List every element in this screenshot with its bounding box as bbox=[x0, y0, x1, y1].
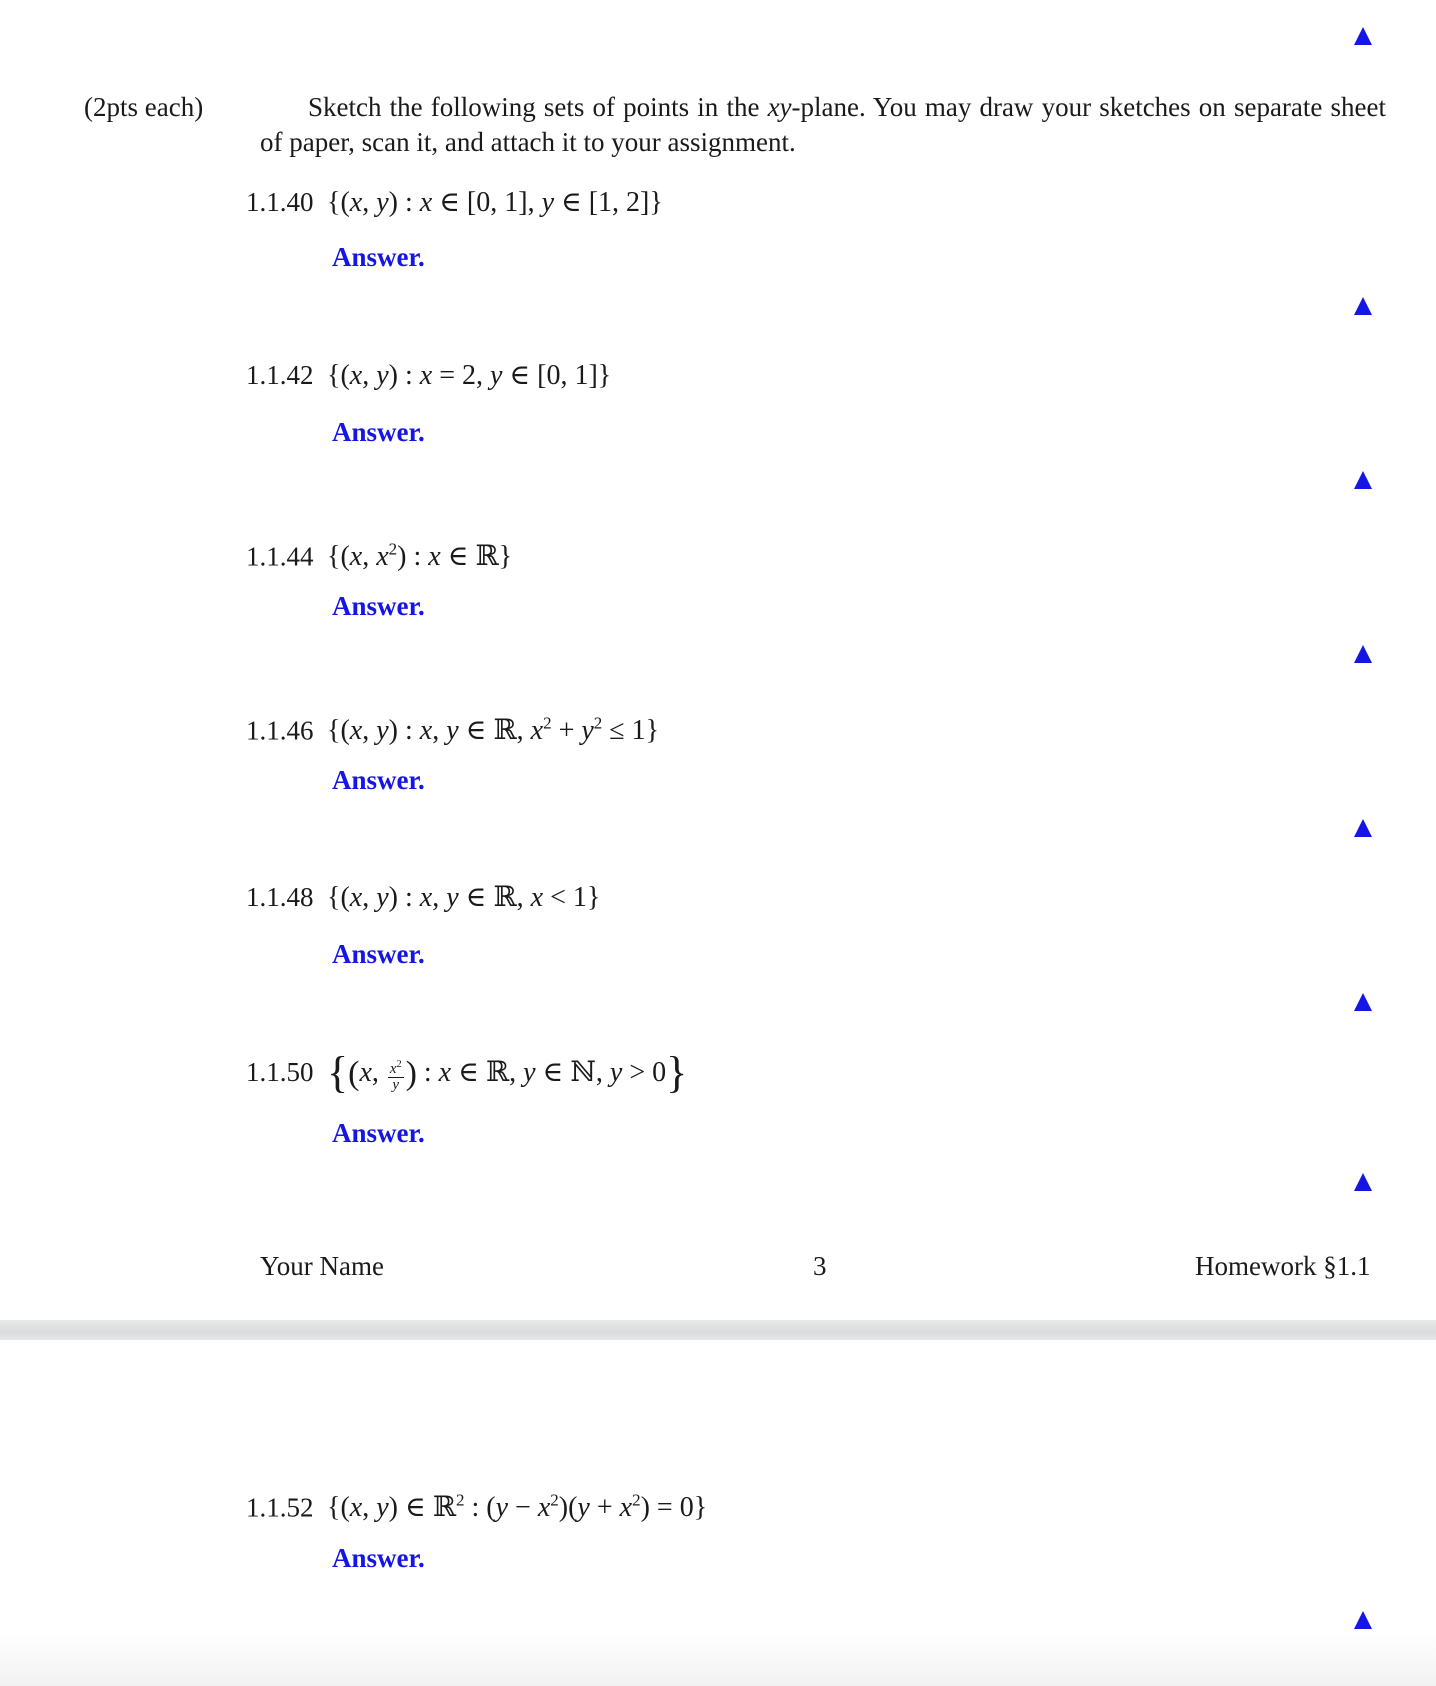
problem-number: 1.1.46 bbox=[246, 715, 314, 746]
problem-1-1-40 bbox=[246, 185, 663, 220]
problem-1-1-48 bbox=[246, 880, 600, 915]
page-4 bbox=[0, 1340, 1436, 1686]
instructions: Sketch the following sets of points in the xy-plane. You may draw your sketches on separate sheet of paper, scan it, and attach it to your assignment. bbox=[260, 92, 1386, 157]
problem-number: 1.1.52 bbox=[246, 1492, 314, 1523]
answer-label[interactable]: Answer. bbox=[332, 591, 425, 621]
problem-1-1-50 bbox=[246, 1048, 688, 1097]
footer-page-number: 3 bbox=[813, 1251, 827, 1281]
set-expression: {(x, y) : x, y ∈ ℝ, x < 1} bbox=[327, 882, 601, 913]
set-expression: {(x, $x^2$) : x ∈ ℝ} bbox=[327, 540, 513, 573]
problem-number: 1.1.40 bbox=[246, 187, 314, 217]
problem-1-1-42 bbox=[246, 358, 611, 393]
points-label: (2pts each) bbox=[84, 92, 204, 122]
set-expression: {(x, y) : x = 2, y ∈ [0, 1]} bbox=[327, 360, 612, 391]
problem-1-1-44 bbox=[246, 532, 512, 574]
answer-label[interactable]: Answer. bbox=[332, 242, 425, 272]
problem-number: 1.1.50 bbox=[246, 1057, 314, 1087]
set-expression: {(x, $\frac{x^2}{y}$ ) : x ∈ ℝ, y ∈ ℕ, y > 0} bbox=[327, 1048, 688, 1097]
set-expression: {(x, y) ∈ ℝ$^2$ : $(y - x^2)(y + x^2) = 0$} bbox=[327, 1491, 708, 1524]
up-triangle-icon[interactable] bbox=[1354, 471, 1372, 489]
footer-section: Homework §1.1 bbox=[1195, 1251, 1371, 1281]
answer-label[interactable]: Answer. bbox=[332, 417, 425, 447]
up-triangle-icon[interactable] bbox=[1354, 1173, 1372, 1191]
up-triangle-icon[interactable] bbox=[1354, 297, 1372, 315]
set-expression: {(x, y) : x ∈ [0, 1], y ∈ [1, 2]} bbox=[327, 187, 663, 218]
answer-label[interactable]: Answer. bbox=[332, 1543, 425, 1573]
problem-number: 1.1.44 bbox=[246, 541, 314, 572]
answer-label[interactable]: Answer. bbox=[332, 765, 425, 795]
problem-1-1-46 bbox=[246, 706, 659, 748]
answer-label[interactable]: Answer. bbox=[332, 1118, 425, 1148]
up-triangle-icon[interactable] bbox=[1354, 1611, 1372, 1629]
problem-number: 1.1.48 bbox=[246, 882, 314, 912]
problem-1-1-52 bbox=[246, 1483, 707, 1525]
up-triangle-icon[interactable] bbox=[1354, 27, 1372, 45]
footer-name: Your Name bbox=[260, 1251, 385, 1281]
problem-number: 1.1.42 bbox=[246, 360, 314, 390]
set-expression: {(x, y) : x, y ∈ ℝ, $x^2 + y^2 \le 1$} bbox=[327, 714, 660, 747]
page-separator bbox=[0, 1320, 1436, 1340]
answer-label[interactable]: Answer. bbox=[332, 939, 425, 969]
up-triangle-icon[interactable] bbox=[1354, 819, 1372, 837]
up-triangle-icon[interactable] bbox=[1354, 645, 1372, 663]
up-triangle-icon[interactable] bbox=[1354, 993, 1372, 1011]
